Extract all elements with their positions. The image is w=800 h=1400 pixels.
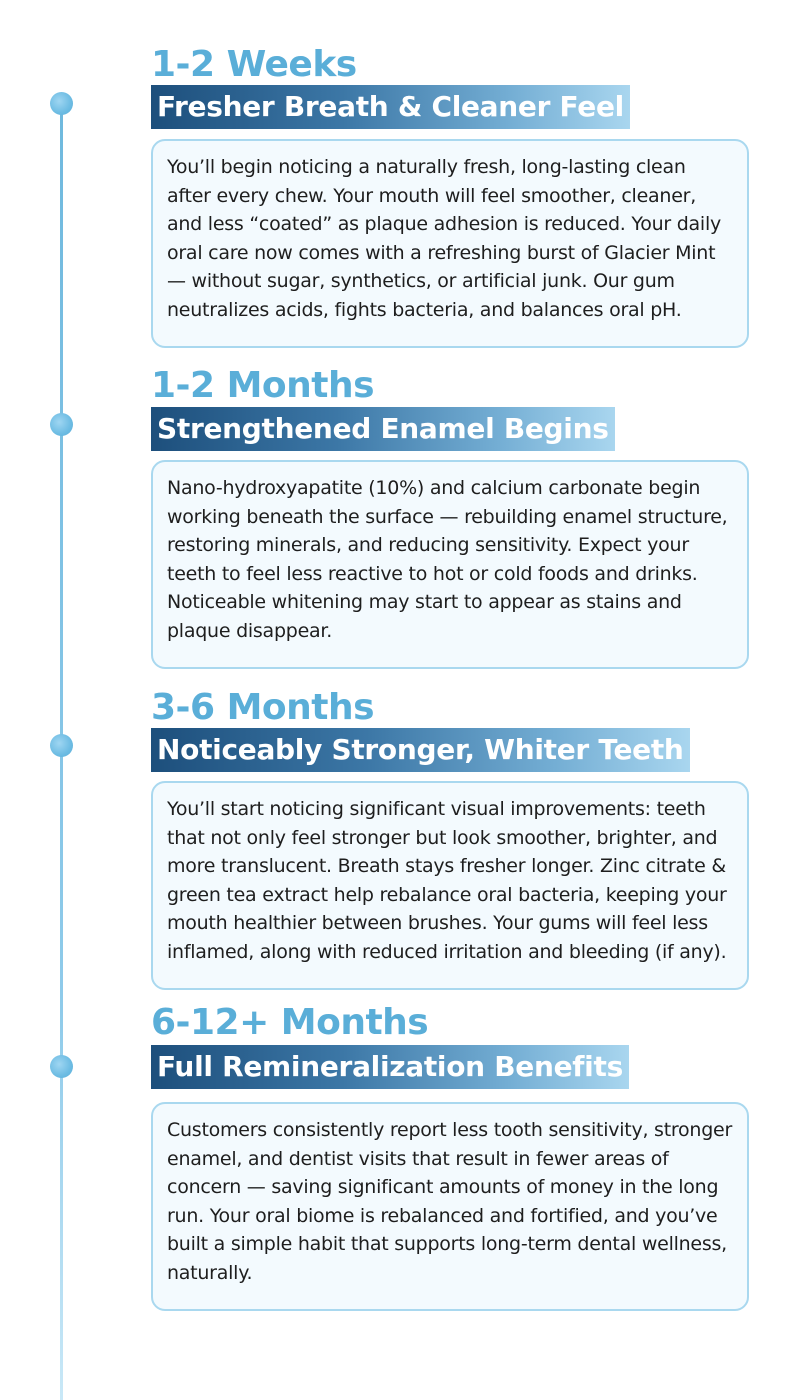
stage-description-card — [151, 460, 749, 669]
timeline-dot — [50, 92, 73, 115]
stage-title-banner: Full Remineralization Benefits — [151, 1045, 629, 1089]
stage-title-banner: Fresher Breath & Cleaner Feel — [151, 85, 630, 129]
stage-description: You’ll begin noticing a naturally fresh, long-lasting clean after every chew. Your mouth will feel smoother, cleaner, and less “coated” as plaque adhesion is reduced. Your daily oral care now comes with a refreshing burst of Glacier Mint — without sugar, synthetics, or artificial junk. Our gum neutralizes acids, fights bacteria, and balances oral pH. — [167, 156, 721, 321]
stage-description: Nano-hydroxyapatite (10%) and calcium carbonate begin working beneath the surface — rebuilding enamel structure, restoring minerals, and reducing sensitivity. Expect your teeth to feel less reactive to hot or cold foods and drinks. Noticeable whitening may start to appear as stains and plaque disappear. — [167, 477, 728, 642]
stage-title-banner: Strengthened Enamel Begins — [151, 407, 615, 451]
stage-description-card — [151, 139, 749, 348]
timeline-dot — [50, 413, 73, 436]
stage-period: 3-6 Months — [151, 687, 375, 728]
timeline-dot — [50, 734, 73, 757]
timeline-dot — [50, 1055, 73, 1078]
stage-period: 1-2 Months — [151, 365, 375, 406]
stage-description: Customers consistently report less tooth sensitivity, stronger enamel, and dentist visits that result in fewer areas of concern — saving significant amounts of money in the long run. Your oral biome is rebalanced and fortified, and you’ve built a simple habit that supports long-term dental wellness, naturally. — [167, 1119, 733, 1284]
stage-description-card — [151, 781, 749, 990]
stage-period: 1-2 Weeks — [151, 44, 357, 85]
stage-title-banner: Noticeably Stronger, Whiter Teeth — [151, 728, 690, 772]
stage-period: 6-12+ Months — [151, 1002, 429, 1043]
stage-description: You’ll start noticing significant visual improvements: teeth that not only feel stronger but look smoother, brighter, and more translucent. Breath stays fresher longer. Zinc citrate & green tea extract help rebalance oral bacteria, keeping your mouth healthier between brushes. Your gums will feel less inflamed, along with reduced irritation and bleeding (if any). — [167, 798, 727, 963]
stage-description-card — [151, 1102, 749, 1311]
